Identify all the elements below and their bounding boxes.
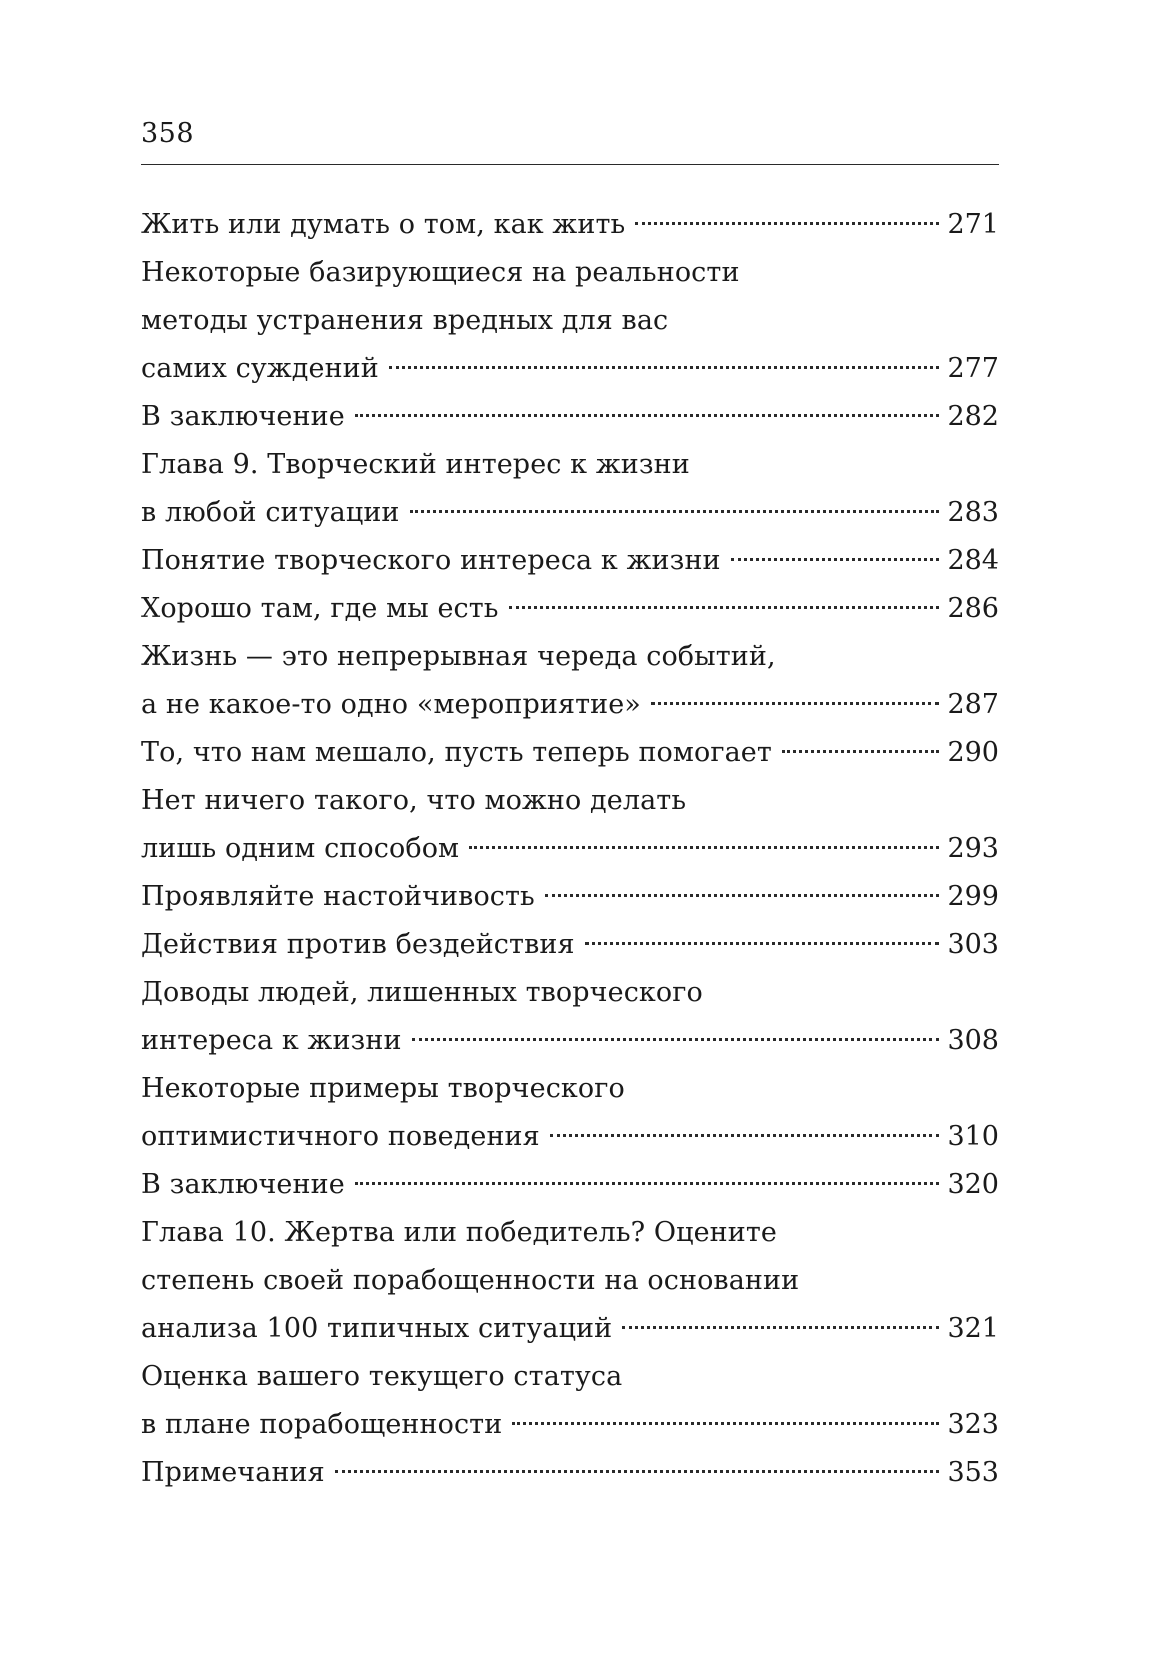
dot-leader: [512, 1422, 939, 1425]
toc-entry-line: [141, 537, 999, 585]
dot-leader: [782, 750, 940, 753]
toc-entry-title: а не какое-то одно «мероприятие»: [141, 689, 641, 720]
dot-leader: [585, 942, 940, 945]
toc-entry-line: [141, 1161, 999, 1209]
toc-entry-page-number: 287: [947, 689, 999, 720]
toc-entry: [141, 393, 999, 441]
toc-entry-line: [141, 681, 999, 729]
toc-entry: [141, 441, 999, 537]
toc-entry: [141, 777, 999, 873]
toc-entry-title: Некоторые примеры творческого: [141, 1073, 625, 1104]
toc-entry-page-number: 283: [947, 497, 999, 528]
toc-entry-title: интереса к жизни: [141, 1025, 402, 1056]
toc-entry-page-number: 277: [947, 353, 999, 384]
toc-entry-line: [141, 825, 999, 873]
dot-leader: [410, 510, 940, 513]
toc-entry-title: Жизнь — это непрерывная череда событий,: [141, 641, 776, 672]
toc-entry-page-number: 286: [947, 593, 999, 624]
dot-leader: [545, 894, 940, 897]
dot-leader: [550, 1134, 940, 1137]
toc-entry: [141, 1209, 999, 1353]
toc-entry-title: Доводы людей, лишенных творческого: [141, 977, 703, 1008]
header-rule: [141, 164, 999, 165]
toc-entry-title: Некоторые базирующиеся на реальности: [141, 257, 740, 288]
toc-entry: [141, 1065, 999, 1161]
toc-entry-page-number: 308: [947, 1025, 999, 1056]
toc-entry-line: [141, 1017, 999, 1065]
dot-leader: [335, 1470, 940, 1473]
toc-entry-title: Действия против бездействия: [141, 929, 575, 960]
toc-entry-title: анализа 100 типичных ситуаций: [141, 1313, 613, 1344]
toc-entry-title: Глава 9. Творческий интерес к жизни: [141, 449, 690, 480]
toc-entry-line: [141, 1257, 999, 1305]
toc-entry-line: [141, 1065, 999, 1113]
toc-entry-page-number: 271: [947, 209, 999, 240]
toc-entry-line: [141, 345, 999, 393]
toc-entry-title: лишь одним способом: [141, 833, 460, 864]
toc-entry-title: Проявляйте настойчивость: [141, 881, 535, 912]
toc-entry-line: [141, 297, 999, 345]
dot-leader: [651, 702, 940, 705]
toc-entry-line: [141, 1401, 999, 1449]
toc-entry-page-number: 290: [947, 737, 999, 768]
toc-entry-line: [141, 777, 999, 825]
toc-entry-title: самих суждений: [141, 353, 379, 384]
toc-entry: [141, 249, 999, 393]
dot-leader: [509, 606, 940, 609]
toc-entry: [141, 969, 999, 1065]
toc-entry: [141, 921, 999, 969]
page-number: 358: [141, 118, 195, 149]
toc-entry-title: Оценка вашего текущего статуса: [141, 1361, 623, 1392]
toc-entry-line: [141, 393, 999, 441]
toc-entry-title: Хорошо там, где мы есть: [141, 593, 499, 624]
toc-entry-title: То, что нам мешало, пусть теперь помогает: [141, 737, 772, 768]
toc-entry-line: [141, 585, 999, 633]
toc-entry-line: [141, 969, 999, 1017]
toc-entry-title: Примечания: [141, 1457, 325, 1488]
toc-entry: [141, 1353, 999, 1449]
toc-entry-page-number: 303: [947, 929, 999, 960]
toc-entry-line: [141, 201, 999, 249]
toc-entry-line: [141, 249, 999, 297]
toc-entry: [141, 633, 999, 729]
toc-entry-page-number: 321: [947, 1313, 999, 1344]
toc-entry-title: Понятие творческого интереса к жизни: [141, 545, 721, 576]
toc-entry: [141, 585, 999, 633]
toc-entry-page-number: 323: [947, 1409, 999, 1440]
toc-entry-page-number: 282: [947, 401, 999, 432]
toc-entry-page-number: 320: [947, 1169, 999, 1200]
toc-entry-line: [141, 441, 999, 489]
toc-entry-title: методы устранения вредных для вас: [141, 305, 669, 336]
toc-entry-title: в плане порабощенности: [141, 1409, 503, 1440]
toc-entry-line: [141, 921, 999, 969]
toc-entry: [141, 729, 999, 777]
toc-entry: [141, 537, 999, 585]
toc-entry-title: В заключение: [141, 1169, 345, 1200]
toc-entry-line: [141, 1449, 999, 1497]
toc-entry-line: [141, 873, 999, 921]
toc-entry: [141, 873, 999, 921]
dot-leader: [389, 366, 940, 369]
toc-entry-line: [141, 1209, 999, 1257]
toc-entry-line: [141, 1353, 999, 1401]
dot-leader: [355, 414, 940, 417]
toc-entry-title: Жить или думать о том, как жить: [141, 209, 626, 240]
dot-leader: [622, 1326, 939, 1329]
toc-entry-title: Нет ничего такого, что можно делать: [141, 785, 687, 816]
toc-entry-page-number: 293: [947, 833, 999, 864]
toc-entry-page-number: 310: [947, 1121, 999, 1152]
toc-entry: [141, 1449, 999, 1497]
toc-entry-line: [141, 489, 999, 537]
toc-entry-line: [141, 1305, 999, 1353]
dot-leader: [731, 558, 940, 561]
dot-leader: [635, 222, 939, 225]
dot-leader: [469, 846, 939, 849]
toc-entry: [141, 1161, 999, 1209]
toc-entry-title: в любой ситуации: [141, 497, 400, 528]
toc-entry-line: [141, 1113, 999, 1161]
toc-entry-title: В заключение: [141, 401, 345, 432]
toc-entry: [141, 201, 999, 249]
toc-entry-title: степень своей порабощенности на основании: [141, 1265, 800, 1296]
toc-entry-title: Глава 10. Жертва или победитель? Оцените: [141, 1217, 777, 1248]
toc-entry-line: [141, 633, 999, 681]
toc-entry-page-number: 284: [947, 545, 999, 576]
toc-entry-page-number: 353: [947, 1457, 999, 1488]
table-of-contents: [141, 201, 999, 1497]
toc-entry-page-number: 299: [947, 881, 999, 912]
toc-entry-line: [141, 729, 999, 777]
toc-entry-title: оптимистичного поведения: [141, 1121, 540, 1152]
dot-leader: [412, 1038, 940, 1041]
dot-leader: [355, 1182, 940, 1185]
